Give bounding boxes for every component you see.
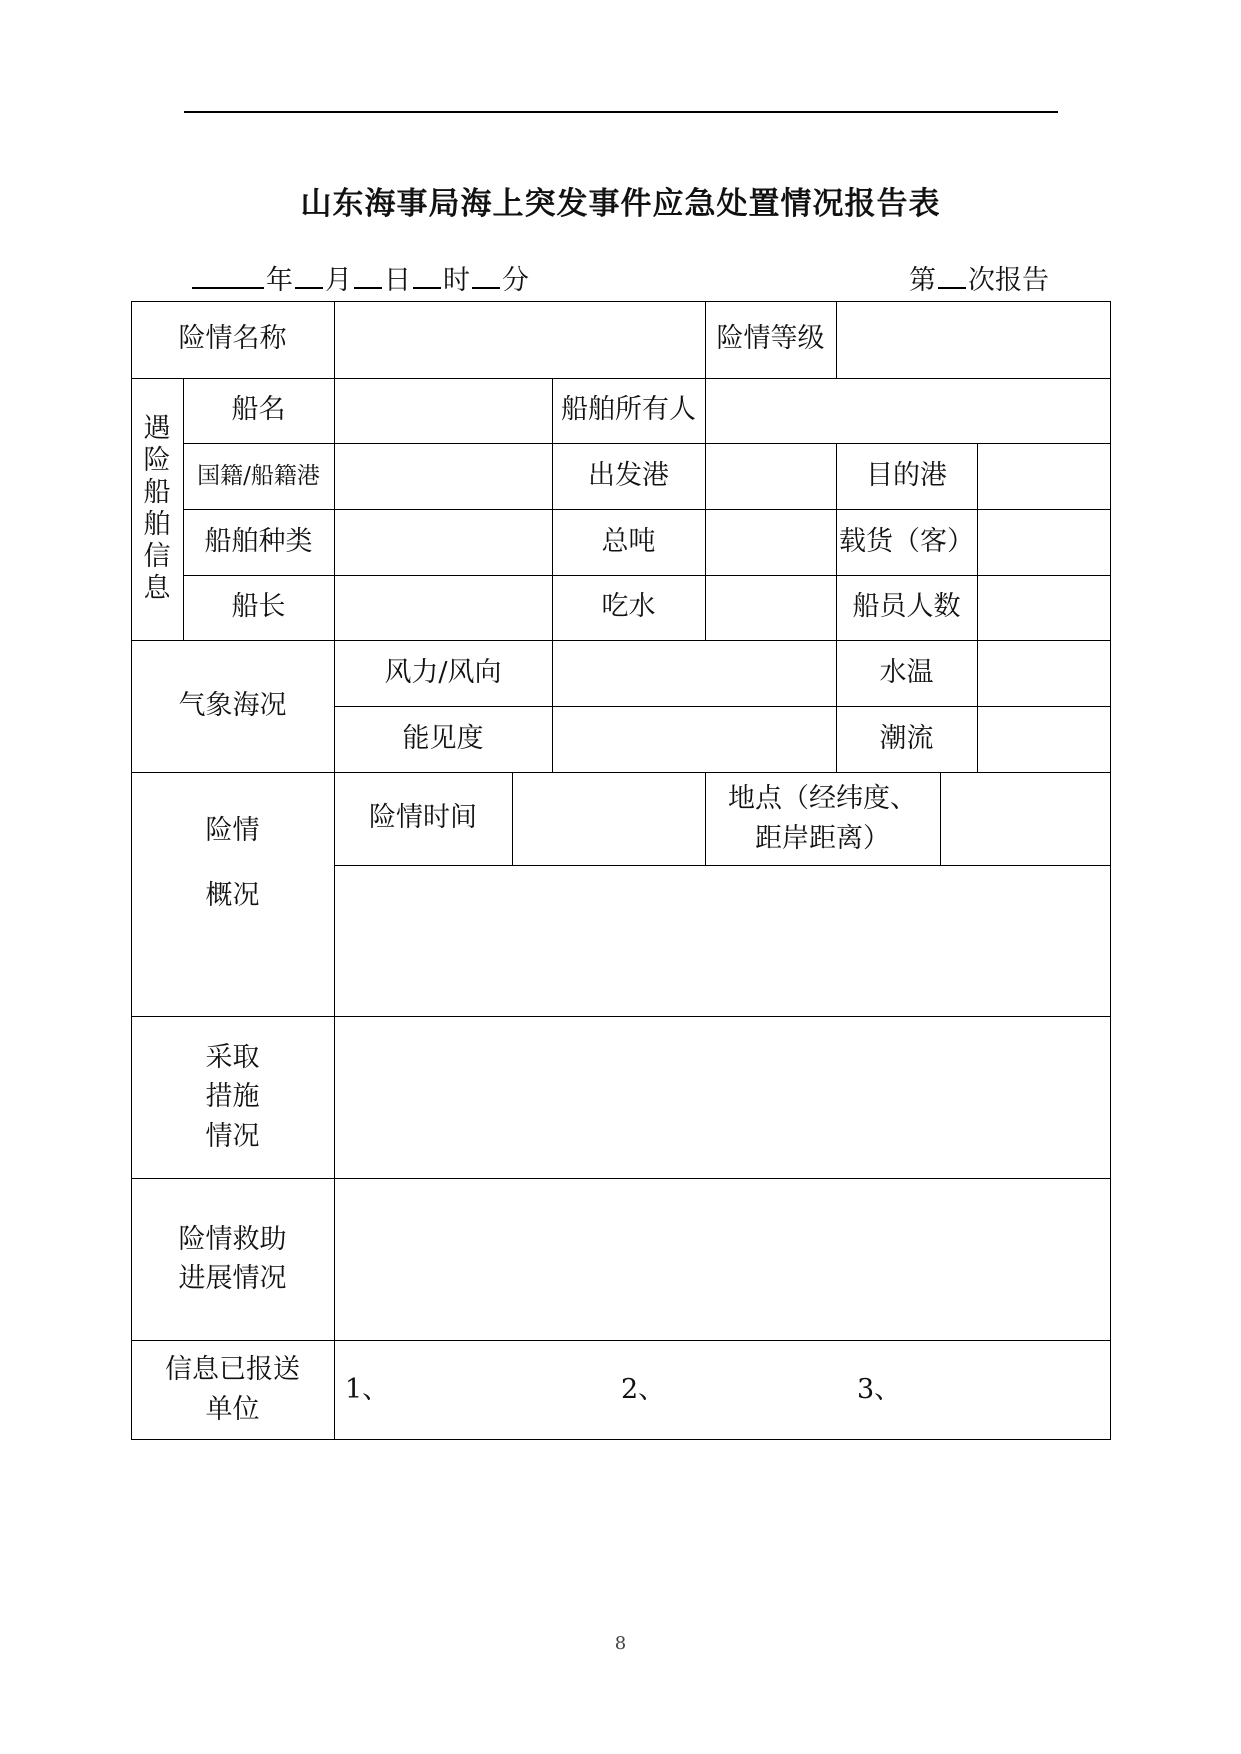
form-border [1110, 301, 1111, 1440]
year-label: 年 [266, 265, 293, 296]
rescue-progress-field[interactable] [335, 1179, 1109, 1339]
reported-unit-2[interactable]: 2、 [621, 1373, 666, 1405]
weather-sea-label: 气象海况 [178, 689, 287, 721]
wind-field[interactable] [553, 641, 835, 705]
year-blank [192, 261, 264, 289]
measures-taken-field[interactable] [335, 1017, 1109, 1177]
report-suffix: 次报告 [968, 265, 1049, 296]
current-field[interactable] [978, 707, 1109, 771]
draft-field[interactable] [706, 576, 835, 639]
incident-level-field[interactable] [837, 302, 1109, 377]
destination-port-field[interactable] [978, 444, 1109, 508]
measures-taken-label: 采取 措施 情况 [205, 1042, 260, 1152]
incident-report-form [131, 301, 1111, 1440]
ship-name-field[interactable] [335, 379, 551, 442]
report-datetime [190, 258, 529, 297]
destination-port-label: 目的港 [866, 459, 947, 491]
report-number-blank [938, 261, 966, 289]
location-field[interactable] [941, 773, 1109, 864]
visibility-field[interactable] [553, 707, 835, 771]
draft-label: 吃水 [601, 591, 656, 623]
ship-type-label: 船舶种类 [204, 525, 313, 557]
cargo-passengers-field[interactable] [978, 510, 1109, 574]
header-rule [184, 111, 1058, 113]
water-temp-label: 水温 [879, 656, 934, 688]
departure-port-label: 出发港 [588, 459, 669, 491]
ship-owner-label: 船舶所有人 [561, 394, 696, 426]
incident-time-label: 险情时间 [369, 802, 477, 834]
incident-overview-field[interactable] [335, 866, 1109, 1015]
report-number [909, 258, 1049, 297]
captain-field[interactable] [335, 576, 551, 639]
minute-blank [472, 261, 500, 289]
wind-label: 风力/风向 [384, 656, 502, 688]
current-label: 潮流 [879, 722, 934, 754]
departure-port-field[interactable] [706, 444, 835, 508]
visibility-label: 能见度 [402, 722, 484, 754]
month-blank [295, 261, 323, 289]
page-number: 8 [614, 1633, 627, 1654]
incident-level-label: 险情等级 [716, 323, 825, 355]
ship-owner-field[interactable] [706, 379, 1109, 442]
captain-label: 船长 [231, 591, 286, 623]
reported-units-label: 信息已报送 单位 [165, 1354, 300, 1425]
month-label: 月 [325, 265, 352, 296]
incident-time-field[interactable] [513, 773, 704, 864]
hour-blank [413, 261, 441, 289]
day-blank [354, 261, 382, 289]
location-label: 地点（经纬度、 距岸距离） [728, 783, 917, 854]
crew-count-field[interactable] [978, 576, 1109, 639]
day-label: 日 [384, 265, 411, 296]
nationality-port-label: 国籍/船籍港 [197, 462, 320, 489]
nationality-port-field[interactable] [335, 444, 551, 508]
ship-name-label: 船名 [231, 394, 286, 426]
rescue-progress-label: 险情救助 进展情况 [178, 1223, 287, 1294]
reported-unit-1[interactable]: 1、 [345, 1373, 390, 1405]
incident-name-field[interactable] [335, 302, 704, 377]
water-temp-field[interactable] [978, 641, 1109, 705]
crew-count-label: 船员人数 [852, 591, 961, 623]
ship-info-group-label: 遇 险 船 舶 信 息 [143, 413, 171, 604]
gross-tonnage-field[interactable] [706, 510, 835, 574]
hour-label: 时 [443, 265, 470, 296]
incident-name-label: 险情名称 [178, 323, 287, 355]
reported-unit-3[interactable]: 3、 [857, 1373, 902, 1405]
report-prefix: 第 [909, 265, 936, 296]
incident-overview-label: 险情 概况 [205, 815, 260, 911]
gross-tonnage-label: 总吨 [601, 525, 656, 557]
cargo-passengers-label: 载货（客） [839, 525, 974, 557]
ship-type-field[interactable] [335, 510, 551, 574]
minute-label: 分 [502, 265, 529, 296]
page-title: 山东海事局海上突发事件应急处置情况报告表 [300, 186, 941, 222]
form-border [131, 1439, 1111, 1440]
